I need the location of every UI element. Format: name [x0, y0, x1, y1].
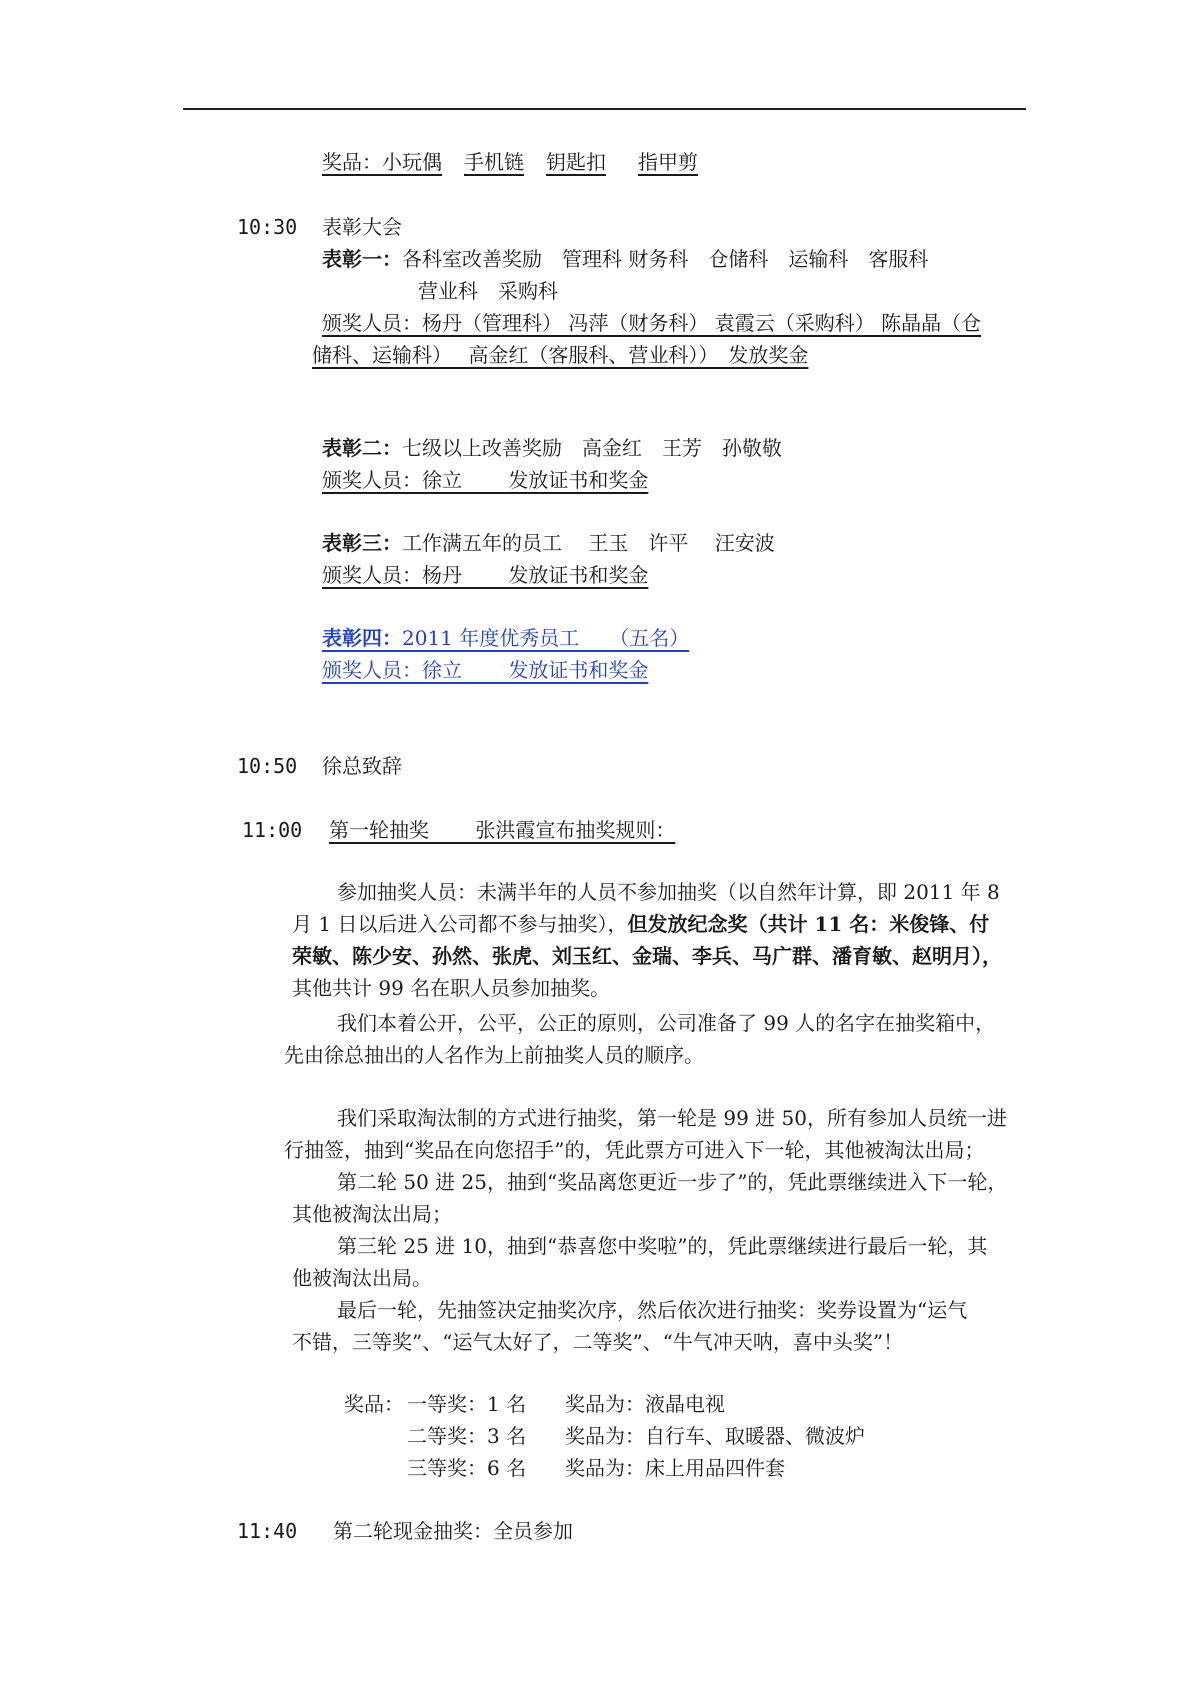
rule-p1-l1: 参加抽奖人员：未满半年的人员不参加抽奖（以自然年计算，即 2011 年 8: [337, 880, 1000, 904]
rule-p3-l3: 第二轮 50 进 25，抽到“奖品离您更近一步了”的，凭此票继续进入下一轮，: [337, 1170, 1008, 1194]
time-1100: 11:00: [242, 818, 303, 842]
rule-p3-l8: 不错，三等奖”、“运气太好了，二等奖”、“牛气冲天呐，喜中头奖”！: [292, 1330, 904, 1354]
prize-tier-second: 二等奖：3 名: [407, 1424, 527, 1448]
award4-text: 2011 年度优秀员工 （五名）: [402, 626, 690, 650]
small-prize-item: 小玩偶: [382, 150, 442, 174]
rule-p3-l1: 我们采取淘汰制的方式进行抽奖，第一轮是 99 进 50，所有参加人员统一进: [337, 1106, 1007, 1130]
section-title-1140: 第二轮现金抽奖：全员参加: [333, 1519, 573, 1543]
section-title-1030: 表彰大会: [322, 215, 402, 239]
rule-p3-l5: 第三轮 25 进 10，抽到“恭喜您中奖啦”的，凭此票继续进行最后一轮，其: [337, 1234, 988, 1258]
award4-line[interactable]: [322, 624, 713, 652]
small-prizes-line: [322, 148, 716, 176]
rule-p3-l4: 其他被淘汰出局；: [292, 1202, 452, 1226]
award2-text: 七级以上改善奖励 高金红 王芳 孙敬敬: [402, 436, 782, 460]
header-rule: [183, 108, 1026, 110]
award1-presenters2: 储科、运输科） 高金红（客服科、营业科）） 发放奖金: [312, 343, 809, 367]
small-prize-item: 指甲剪: [638, 150, 698, 174]
award1-line1: [322, 245, 928, 273]
award3-label: 表彰三：: [322, 531, 402, 555]
rule-p3-l2: 行抽签，抽到“奖品在向您招手”的，凭此票方可进入下一轮，其他被淘汰出局；: [284, 1138, 985, 1162]
rule-p2-l2: 先由徐总抽出的人名作为上前抽奖人员的顺序。: [284, 1043, 704, 1067]
award1-presenters1: 颁奖人员：杨丹（管理科） 冯萍（财务科） 袁霞云（采购科） 陈晶晶（仓: [322, 311, 982, 335]
award2-line: [322, 434, 782, 462]
award3-presenters: 颁奖人员：杨丹 发放证书和奖金: [322, 563, 649, 587]
rule-p1-l3: 荣敏、陈少安、孙然、张虎、刘玉红、金瑞、李兵、马广群、潘育敏、赵明月），: [292, 944, 1002, 968]
rule-p1-l2: [292, 910, 989, 938]
section-title-1100-text: 第一轮抽奖 张洪霞宣布抽奖规则：: [329, 818, 676, 842]
award1-label: 表彰一：: [322, 247, 402, 271]
time-1030: 10:30: [237, 215, 298, 239]
small-prize-item: 手机链: [464, 150, 524, 174]
time-1050: 10:50: [237, 754, 298, 778]
rule-p1-l2b: 但发放纪念奖（共计 11 名：米俊锋、付: [627, 912, 990, 936]
award1-text1: 各科室改善奖励 管理科 财务科 仓储科 运输科 客服科: [402, 247, 929, 271]
rule-p1-l4: 其他共计 99 名在职人员参加抽奖。: [292, 976, 611, 1000]
prize-desc-third: 奖品为：床上用品四件套: [565, 1456, 785, 1480]
rule-p3-l7: 最后一轮，先抽签决定抽奖次序，然后依次进行抽奖：奖券设置为“运气: [337, 1298, 968, 1322]
small-prize-item: 钥匙扣: [546, 150, 606, 174]
rule-p1-l2a: 月 1 日以后进入公司都不参与抽奖），: [292, 912, 628, 936]
award4-presenters[interactable]: 颁奖人员：徐立 发放证书和奖金: [322, 658, 649, 682]
award1-line2: 营业科 采购科: [418, 279, 558, 303]
prize-desc-second: 奖品为：自行车、取暖器、微波炉: [565, 1424, 865, 1448]
award3-line: [322, 529, 775, 557]
award2-presenters: 颁奖人员：徐立 发放证书和奖金: [322, 468, 649, 492]
award2-label: 表彰二：: [322, 436, 402, 460]
prize-tier-first: 一等奖：1 名: [407, 1392, 527, 1416]
small-prizes-label: 奖品：: [322, 150, 382, 174]
rule-p3-l6: 他被淘汰出局。: [292, 1266, 432, 1290]
grand-prizes-label: 奖品：: [344, 1392, 404, 1416]
section-title-1100: [329, 816, 685, 844]
rule-p2-l1: 我们本着公开，公平，公正的原则，公司准备了 99 人的名字在抽奖箱中，: [337, 1011, 996, 1035]
time-1140: 11:40: [237, 1519, 298, 1543]
award4-label: 表彰四：: [322, 626, 402, 650]
prize-desc-first: 奖品为：液晶电视: [565, 1392, 725, 1416]
prize-tier-third: 三等奖：6 名: [407, 1456, 527, 1480]
award3-text: 工作满五年的员工 王玉 许平 汪安波: [402, 531, 775, 555]
section-title-1050: 徐总致辞: [322, 754, 402, 778]
